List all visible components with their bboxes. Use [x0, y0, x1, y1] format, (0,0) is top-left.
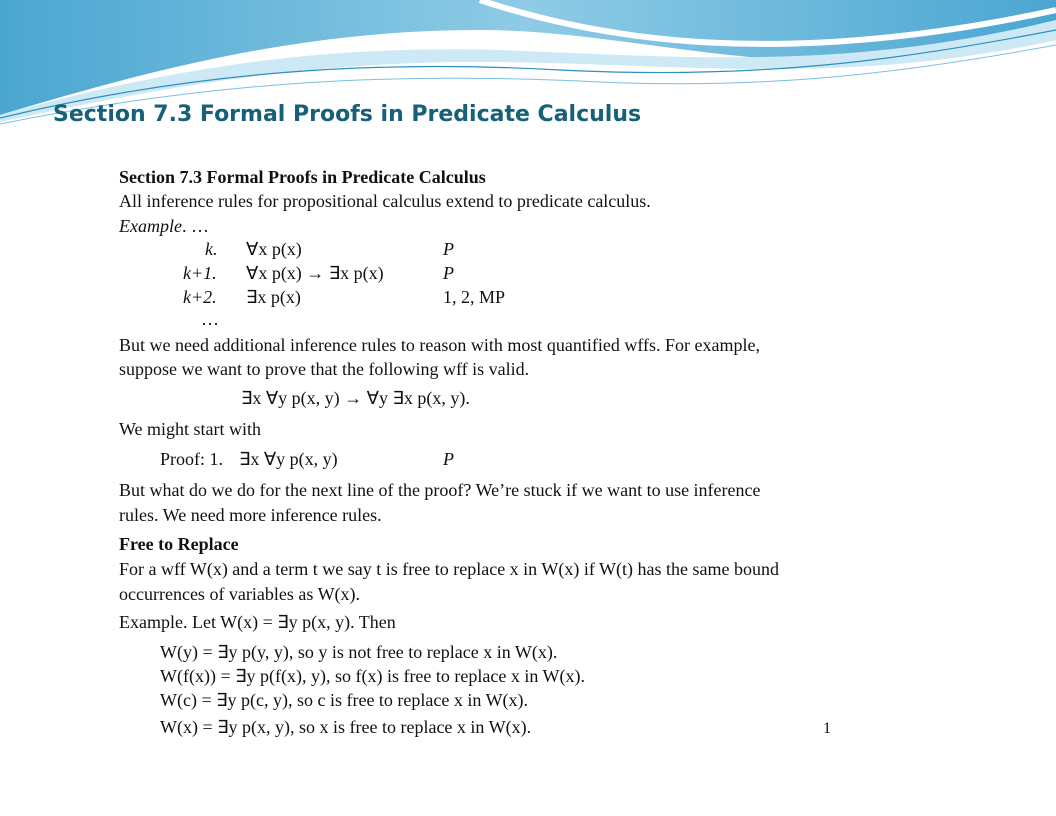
definition-line1: For a wff W(x) and a term t we say t is free to replace x in W(x) if W(t) has the same bound [119, 559, 779, 579]
proof-row-3-number: k+2. [183, 287, 217, 307]
definition-line2: occurrences of variables as W(x). [119, 584, 361, 604]
subheading: Free to Replace [119, 534, 239, 554]
proof-start-formula: ∃x ∀y p(x, y) [239, 449, 338, 469]
proof-row-1-reason: P [443, 239, 454, 259]
para3-line1: But what do we do for the next line of the proof? We’re stuck if we want to use inference [119, 480, 761, 500]
wff-formula: ∃x ∀y p(x, y) → ∀y ∃x p(x, y). [241, 388, 470, 408]
proof-ellipsis: … [201, 309, 219, 329]
proof-row-2-reason: P [443, 263, 454, 283]
doc-heading: Section 7.3 Formal Proofs in Predicate Calculus [119, 167, 486, 187]
para2-line2: suppose we want to prove that the following wff is valid. [119, 359, 530, 379]
example2-row: W(y) = ∃y p(y, y), so y is not free to replace x in W(x). [160, 642, 558, 662]
example2-row: W(x) = ∃y p(x, y), so x is free to replace x in W(x). [160, 717, 532, 737]
example-rest: . … [181, 216, 209, 236]
proof-start-reason: P [443, 449, 454, 469]
para3-line2: rules. We need more inference rules. [119, 505, 382, 525]
example-label: Example [119, 216, 182, 236]
proof-row-2-number: k+1. [183, 263, 217, 283]
example-line [119, 217, 209, 235]
start-text: We might start with [119, 419, 262, 439]
para2-line1: But we need additional inference rules to reason with most quantified wffs. For example, [119, 335, 760, 355]
proof-row-3-formula: ∃x p(x) [246, 287, 301, 307]
slide-title: Section 7.3 Formal Proofs in Predicate Calculus [53, 102, 642, 127]
proof-row-1-number: k. [205, 239, 218, 259]
proof-row-3-reason: 1, 2, MP [443, 287, 506, 307]
example2-line: Example. Let W(x) = ∃y p(x, y). Then [119, 612, 396, 632]
proof-start-label: Proof: 1. [160, 449, 223, 469]
doc-intro: All inference rules for propositional calculus extend to predicate calculus. [119, 191, 651, 211]
proof-row-2-formula: ∀x p(x) → ∃x p(x) [246, 263, 384, 283]
scanned-document [113, 160, 871, 742]
example2-row: W(f(x)) = ∃y p(f(x), y), so f(x) is free to replace x in W(x). [160, 666, 586, 686]
example2-row: W(c) = ∃y p(c, y), so c is free to replace x in W(x). [160, 690, 529, 710]
proof-row-1-formula: ∀x p(x) [246, 239, 302, 259]
page-number: 1 [823, 720, 831, 737]
